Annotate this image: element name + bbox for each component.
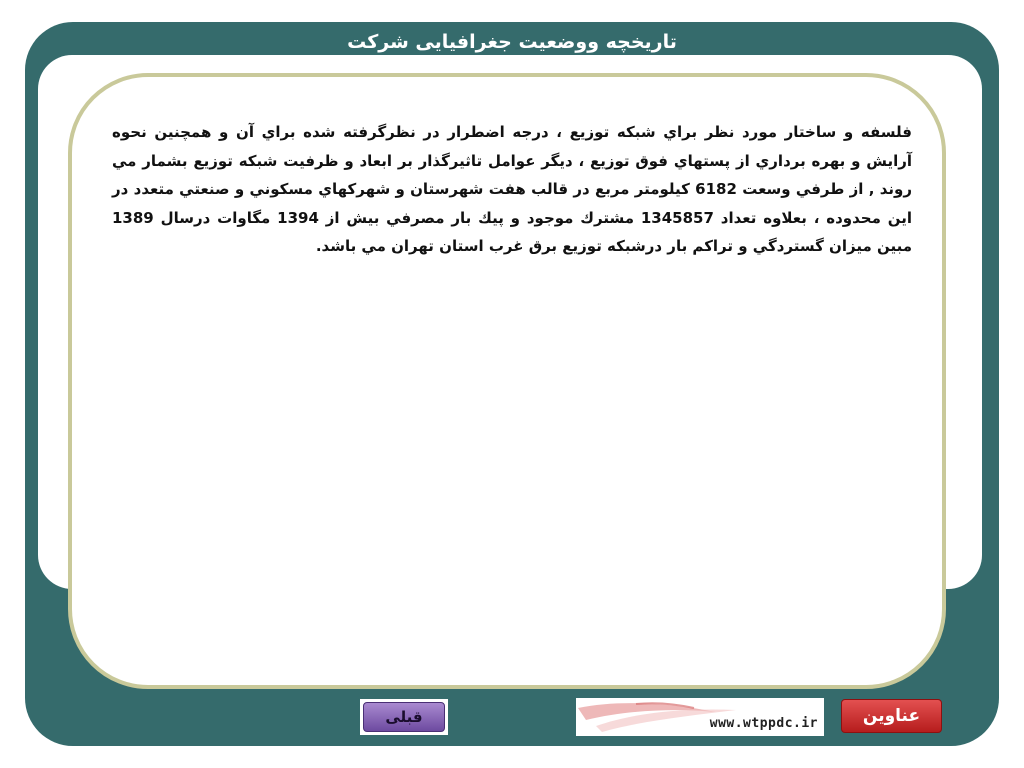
previous-button[interactable] [360, 699, 448, 735]
body-paragraph: فلسفه و ساختار مورد نظر براي شبكه توزيع ، درجه اضطرار در نظرگرفته شده براي آن و همچنين نحوه آرايش و بهره برداري از پستهاي فوق توزيع ، ديگر عوامل تاثيرگذار بر ابعاد و ظرفيت شبكه توزيع بشمار مي روند , از طرفي وسعت 6182 كيلومتر مربع در قالب هفت شهرستان و شهركهاي مسكوني و صنعتي متعدد در اين محدوده ، بعلاوه تعداد 1345857 مشترك موجود و پيك بار مصرفي بيش از 1394 مگاوات درسال 1389 مبين ميزان گستردگي و تراكم بار درشبكه توزيع برق غرب استان تهران مي باشد. [112, 123, 912, 255]
company-logo [576, 698, 824, 736]
headings-button[interactable]: عناوین [841, 699, 942, 733]
previous-button-label: قبلی [363, 702, 445, 732]
page-title: تاریخچه ووضعیت جغرافیایی شرکت [347, 31, 677, 53]
logo-url-text: www.wtppdc.ir [709, 716, 818, 731]
